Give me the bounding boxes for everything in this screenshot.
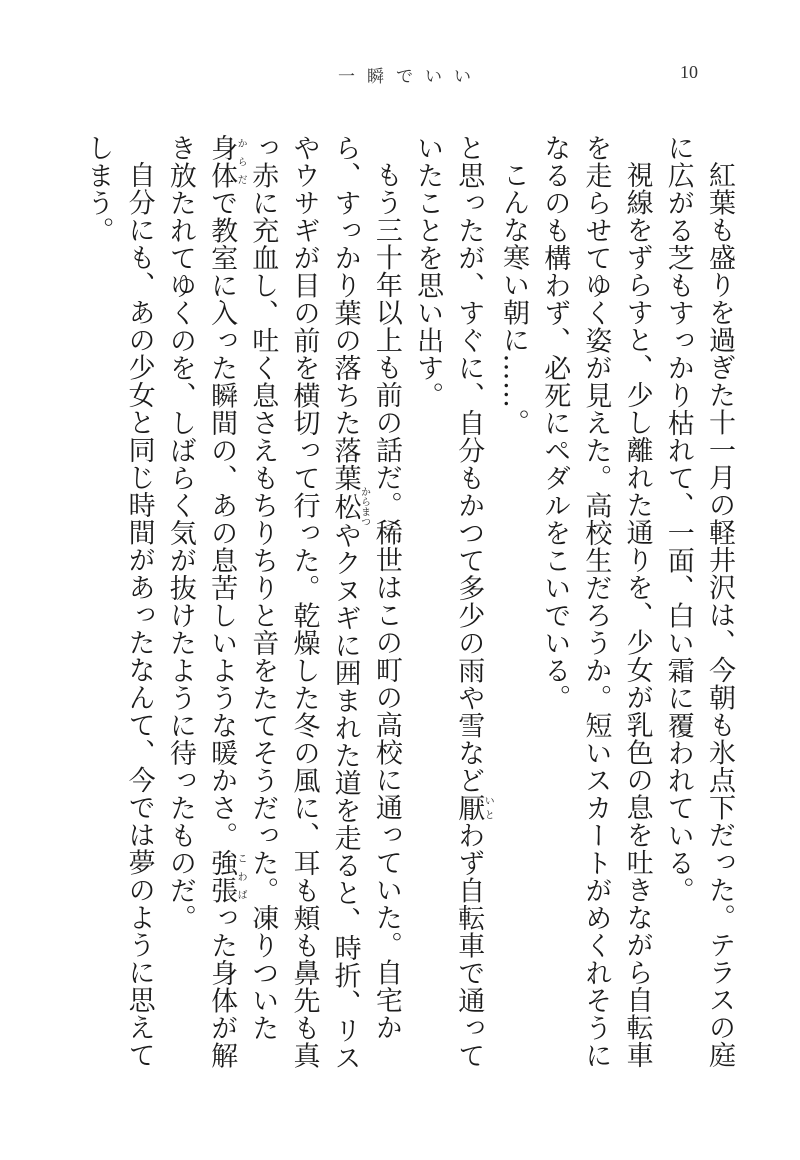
ruby-annotation xyxy=(206,134,247,189)
ruby-base: 厭 xyxy=(453,794,485,822)
paragraph xyxy=(407,134,493,1094)
ruby-reading: からだ xyxy=(235,134,247,189)
text-run: と思ったが、すぐに、自分もかつて多少の雨や雪など xyxy=(453,134,485,794)
paragraph: 紅葉も盛りを過ぎた十一月の軽井沢は、今朝も氷点下だった。テラスの庭に広がる芝もすっかり枯れて、一面、白い霜に覆われている。 xyxy=(662,134,735,1069)
ruby-base: 強張 xyxy=(206,849,238,904)
ruby-reading: いと xyxy=(482,794,494,822)
text-run: もう三十年以上も前の話だ。稀世はこの町の高校に通っていた。自宅から、すっかり葉の落ちた落葉 xyxy=(329,134,402,1041)
text-run: やクヌギに囲まれた道を走ると、時折、リスやウサギが目の前を横切って行った。乾燥した冬の風に、耳も頬も鼻先も真っ赤に充血し、吐く息さえもちりちりと音をたてそうだった。凍りついた xyxy=(247,134,361,1072)
ruby-reading: からまつ xyxy=(358,486,370,527)
text-run: った身体が解き放たれてゆくのを、しばらく気が抜けたように待ったものだ。 xyxy=(164,134,238,1069)
body-text xyxy=(50,134,740,1094)
ruby-annotation xyxy=(453,794,494,822)
ruby-annotation xyxy=(329,486,370,527)
ruby-base: 身体 xyxy=(206,134,238,189)
ruby-reading: こわば xyxy=(235,849,247,904)
text-run: わず自転車で通っていたことを思い出す。 xyxy=(412,134,485,1069)
page-number: 10 xyxy=(680,62,698,82)
ruby-base: 松 xyxy=(329,486,361,527)
paragraph xyxy=(160,134,407,1094)
running-title: 一瞬でいい xyxy=(338,67,483,87)
paragraph: こんな寒い朝に……。 xyxy=(497,161,529,436)
paragraph: 自分にも、あの少女と同じ時間があったなんて、今では夢のように思えてしまう。 xyxy=(82,134,155,1069)
ruby-annotation xyxy=(206,849,247,904)
paragraph: 視線をずらすと、少し離れた通りを、少女が乳色の息を吐きながら自転車を走らせてゆく姿が見えた。高校生だろうか。短いスカートがめくれそうになるのも構わず、必死にペダルをこいでいる。 xyxy=(539,134,653,1069)
text-run: で教室に入った瞬間の、あの息苦しいような暖かさ。 xyxy=(206,189,238,849)
